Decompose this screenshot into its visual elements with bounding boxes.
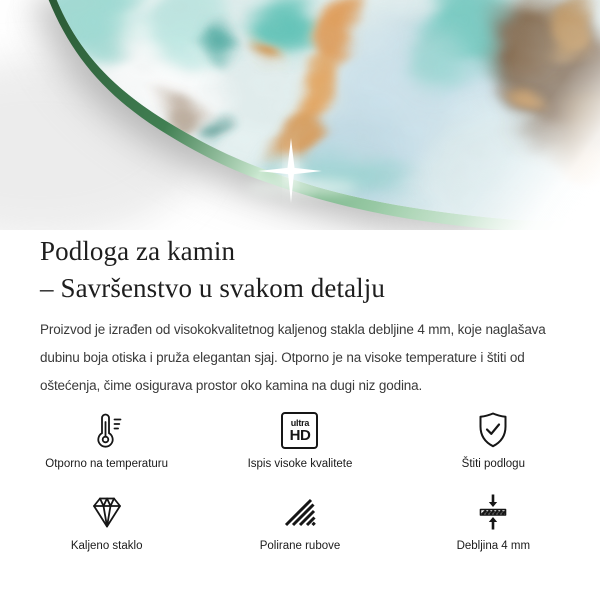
- feature-item-polished-edges: [203, 489, 396, 552]
- ultra-hd-badge-top: ultra: [290, 417, 310, 428]
- product-description: Proizvod je izrađen od visokokvalitetnog kaljenog stakla debljine 4 mm, koje naglašava dubinu boja otiska i pruža elegantan sjaj. Otporno je na visoke temperature i štiti od oštećenja, čime osigurava prostor oko kamina na dugi niz godina.: [40, 322, 546, 393]
- feature-label: Polirane rubove: [259, 540, 341, 552]
- features-grid: [0, 407, 600, 552]
- feature-label: Debljina 4 mm: [456, 540, 531, 552]
- feature-item-print-quality: [203, 407, 396, 470]
- thermometer-icon: [87, 407, 127, 453]
- feature-label: Ispis visoke kvalitete: [247, 458, 353, 470]
- content-section: [0, 233, 600, 400]
- feature-item-protects: [397, 407, 590, 470]
- page-title-line1: Podloga za kamin: [40, 236, 236, 266]
- ultra-hd-icon: [281, 407, 318, 453]
- page-title-line2: – Savršenstvo u svakom detalju: [40, 273, 385, 303]
- hero-artwork: [0, 0, 600, 230]
- feature-item-tempered-glass: [10, 489, 203, 552]
- diamond-icon: [87, 489, 127, 535]
- thickness-icon: [473, 489, 513, 535]
- shield-check-icon: [473, 407, 513, 453]
- feature-label: Štiti podlogu: [461, 458, 525, 470]
- polished-edges-icon: [280, 489, 320, 535]
- feature-label: Kaljeno staklo: [70, 540, 143, 552]
- page-title: [40, 233, 570, 307]
- feature-label: Otporno na temperaturu: [45, 458, 169, 470]
- feature-item-temperature: [10, 407, 203, 470]
- feature-item-thickness: [397, 489, 590, 552]
- ultra-hd-badge-bottom: HD: [289, 426, 311, 444]
- white-fade: [0, 0, 600, 230]
